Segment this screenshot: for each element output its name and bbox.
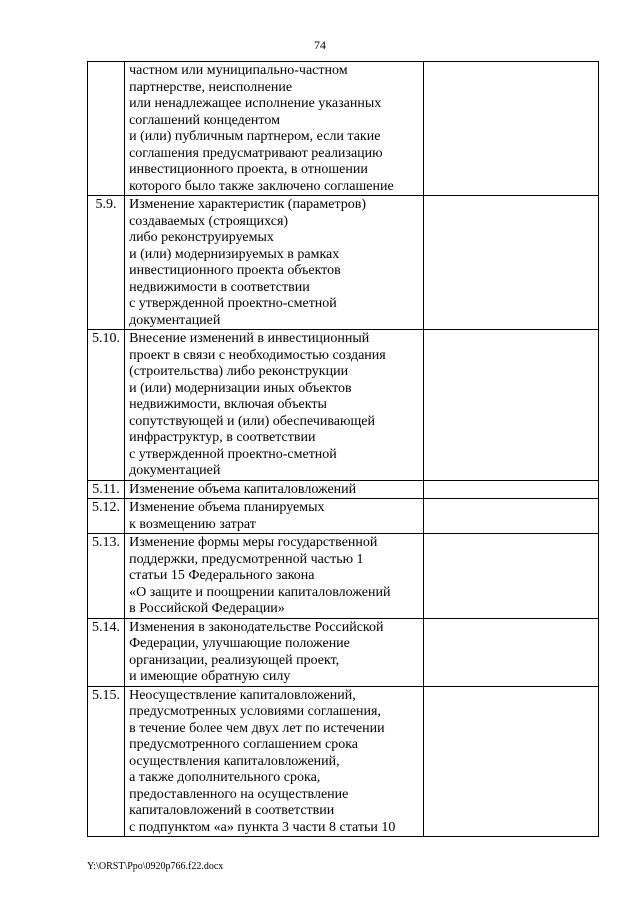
row-empty-cell <box>423 480 598 499</box>
text-line: соглашений концедентом <box>129 112 280 128</box>
table-body <box>88 62 599 837</box>
text-line: Изменение формы меры государственной <box>129 535 378 550</box>
text-line: Изменение объема планируемых <box>129 500 325 515</box>
text-line: Внесение изменений в инвестиционный <box>129 331 370 346</box>
text-line: или ненадлежащее исполнение указанных <box>129 96 382 111</box>
text-line: инфраструктур, в соответствии <box>129 430 316 445</box>
row-number-cell: 5.12. <box>88 499 125 534</box>
text-line: документацией <box>129 463 221 478</box>
text-line: к возмещению затрат <box>129 516 256 532</box>
text-line: статьи 15 Федерального закона <box>129 568 315 583</box>
text-line: Изменения в законодательстве Российской <box>129 619 384 635</box>
text-line: капиталовложений в соответствии <box>129 803 335 818</box>
table-row <box>88 196 599 330</box>
row-number-cell: 5.9. <box>88 196 125 330</box>
row-empty-cell <box>423 618 598 686</box>
document-table <box>87 61 599 837</box>
text-line: а также дополнительного срока, <box>129 770 321 785</box>
text-line: частном или муниципально-частном <box>129 63 348 78</box>
text-line: «О защите и поощрении капиталовложений <box>129 584 391 600</box>
row-text-cell <box>125 499 424 534</box>
text-line: предусмотренных условиями соглашения, <box>129 704 381 719</box>
table-row <box>88 62 599 196</box>
text-line: с утвержденной проектно-сметной <box>129 296 337 311</box>
text-line: Изменение объема капиталовложений <box>129 481 357 497</box>
text-line: с утвержденной проектно-сметной <box>129 446 337 462</box>
table-row <box>88 618 599 686</box>
text-line: в течение более чем двух лет по истечении <box>129 720 385 736</box>
footer-file-path: Y:\ORST\Ppo\0920p766.f22.docx <box>87 861 224 872</box>
table-row <box>88 480 599 499</box>
text-line: Неосуществление капиталовложений, <box>129 687 356 703</box>
text-line: инвестиционного проекта, в отношении <box>129 162 368 177</box>
text-line: сопутствующей и (или) обеспечивающей <box>129 413 375 429</box>
row-number-cell: 5.13. <box>88 534 125 619</box>
table-row <box>88 534 599 619</box>
row-empty-cell <box>423 686 598 837</box>
table-row <box>88 330 599 481</box>
table-row <box>88 686 599 837</box>
text-line: предусмотренного соглашением срока <box>129 737 359 752</box>
text-line: и (или) модернизации иных объектов <box>129 380 352 396</box>
text-line: недвижимости, включая объекты <box>129 397 327 412</box>
row-text-cell <box>125 534 424 619</box>
row-text-cell <box>125 480 424 499</box>
row-empty-cell <box>423 196 598 330</box>
text-line: (строительства) либо реконструкции <box>129 364 349 379</box>
text-line: инвестиционного проекта объектов <box>129 263 341 278</box>
text-line: либо реконструируемых <box>129 230 274 245</box>
text-line: поддержки, предусмотренной частью 1 <box>129 551 364 567</box>
row-number-cell: 5.11. <box>88 480 125 499</box>
row-empty-cell <box>423 534 598 619</box>
row-text-cell <box>125 196 424 330</box>
row-number-cell: 5.10. <box>88 330 125 481</box>
row-number-cell: 5.15. <box>88 686 125 837</box>
text-line: партнерстве, неисполнение <box>129 79 293 95</box>
row-empty-cell <box>423 499 598 534</box>
row-empty-cell <box>423 330 598 481</box>
text-line: организации, реализующей проект, <box>129 652 340 668</box>
text-line: в Российской Федерации» <box>129 601 285 616</box>
row-number-cell: 5.14. <box>88 618 125 686</box>
text-line: документацией <box>129 312 221 328</box>
page-number: 74 <box>314 38 326 52</box>
text-line: с подпунктом «а» пункта 3 части 8 статьи 10 <box>129 819 396 835</box>
text-line: и имеющие обратную силу <box>129 669 291 684</box>
text-line: Федерации, улучшающие положение <box>129 636 350 651</box>
row-empty-cell <box>423 62 598 196</box>
text-line: и (или) публичным партнером, если такие <box>129 129 381 144</box>
text-line: соглашения предусматривают реализацию <box>129 145 383 161</box>
text-line: и (или) модернизируемых в рамках <box>129 246 340 262</box>
text-line: которого было также заключено соглашение <box>129 178 394 194</box>
text-line: создаваемых (строящихся) <box>129 213 289 229</box>
row-text-cell <box>125 330 424 481</box>
text-line: недвижимости в соответствии <box>129 279 310 295</box>
row-number-cell <box>88 62 125 196</box>
table-row <box>88 499 599 534</box>
text-line: Изменение характеристик (параметров) <box>129 197 367 212</box>
text-line: предоставленного на осуществление <box>129 786 349 802</box>
row-text-cell <box>125 618 424 686</box>
text-line: осуществления капиталовложений, <box>129 753 340 769</box>
row-text-cell <box>125 62 424 196</box>
text-line: проект в связи с необходимостью создания <box>129 347 386 363</box>
row-text-cell <box>125 686 424 837</box>
